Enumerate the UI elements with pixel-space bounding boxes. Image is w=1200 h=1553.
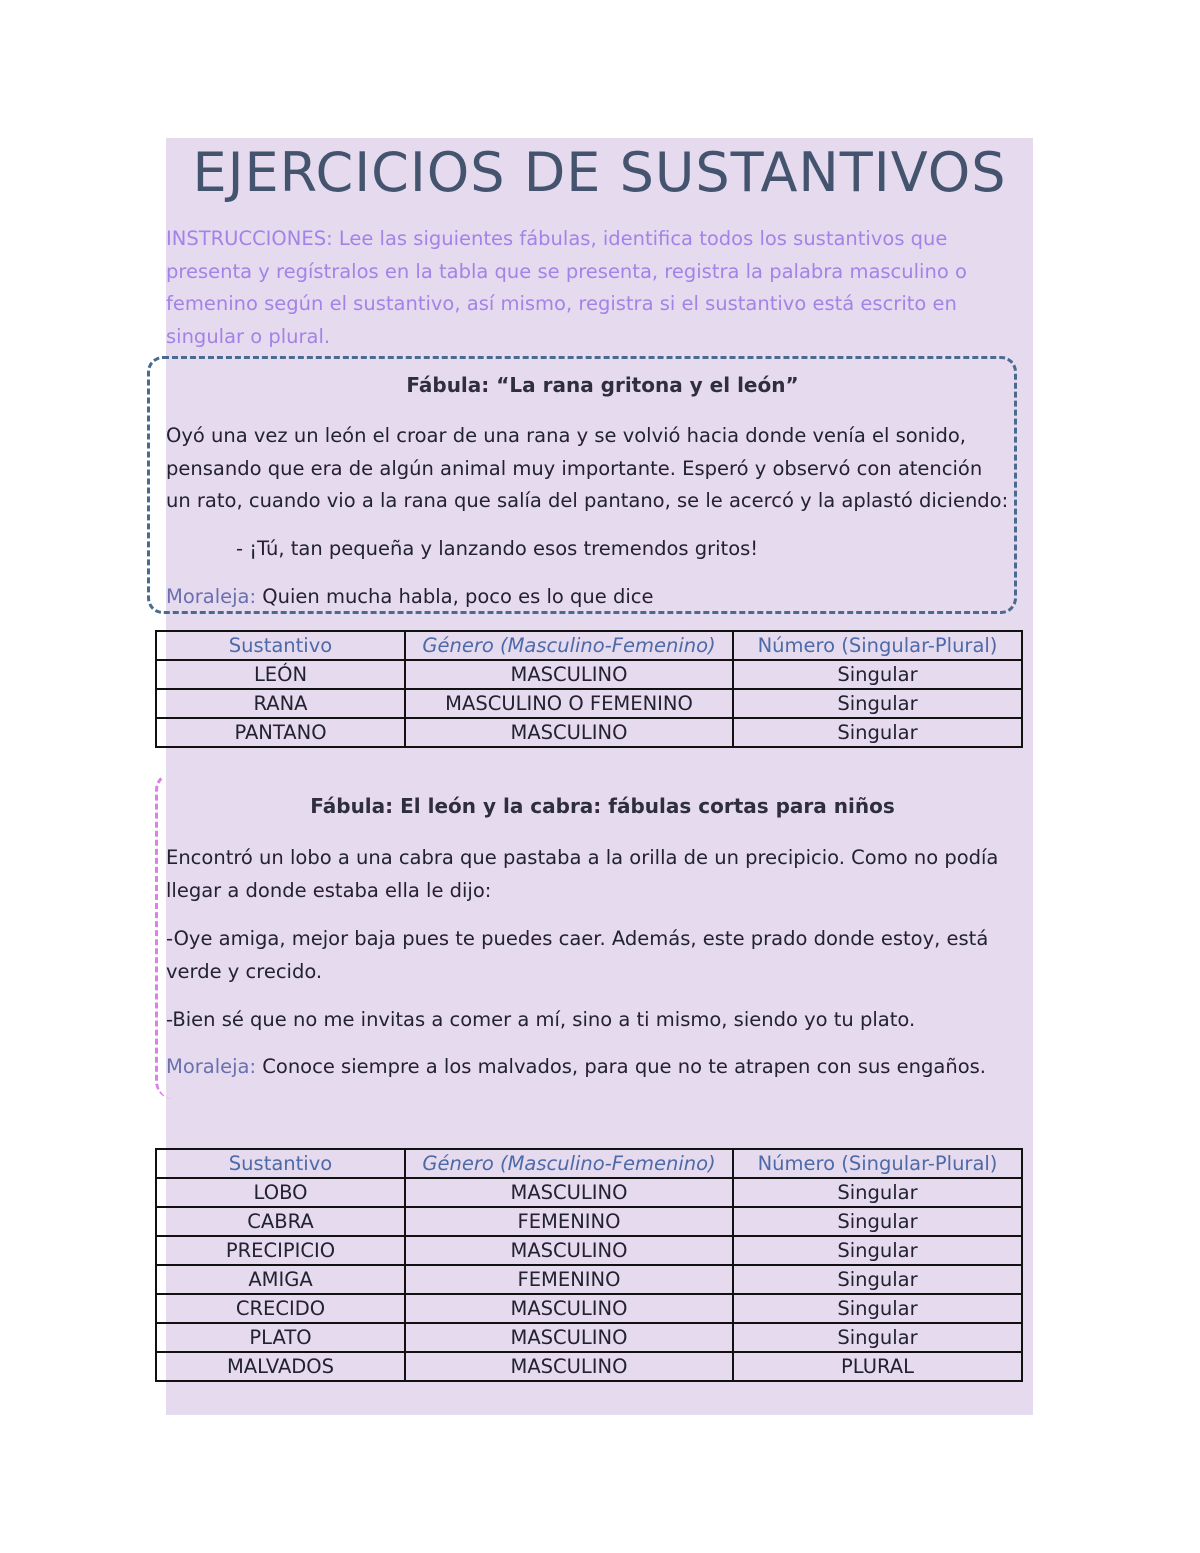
table-row [156,718,1022,747]
noun-cell: MALVADOS [156,1352,405,1381]
fable1-moral-text: Quien mucha habla, poco es lo que dice [256,585,654,608]
number-cell: PLURAL [733,1352,1022,1381]
table-row [156,689,1022,718]
number-cell: Singular [733,1265,1022,1294]
gender-cell: MASCULINO [405,1323,733,1352]
gender-cell: MASCULINO [405,718,733,747]
gender-cell: FEMENINO [405,1207,733,1236]
gender-cell: MASCULINO [405,660,733,689]
table-row [156,660,1022,689]
column-header-gender: Género (Masculino-Femenino) [405,631,733,660]
fable1-paragraph: Oyó una vez un león el croar de una rana y se volvió hacia donde venía el sonido, pensando que era de algún animal muy importante. Esperó y observó con atención un rato, cuando vio a la rana que salía del pantano, se le acercó y la aplastó diciendo: [166,424,1009,512]
number-cell: Singular [733,1294,1022,1323]
gender-cell: MASCULINO O FEMENINO [405,689,733,718]
instructions [166,223,1006,353]
gender-cell: MASCULINO [405,1178,733,1207]
table-row [156,1236,1022,1265]
fable2-paragraph: Encontró un lobo a una cabra que pastaba a la orilla de un precipicio. Como no podía llegar a donde estaba ella le dijo: [166,846,999,902]
column-header-noun: Sustantivo [156,1149,405,1178]
page-title: EJERCICIOS DE SUSTANTIVOS [192,141,1007,204]
noun-cell: PRECIPICIO [156,1236,405,1265]
table-row [156,1178,1022,1207]
gender-cell: FEMENINO [405,1265,733,1294]
noun-cell: AMIGA [156,1265,405,1294]
noun-cell: PLATO [156,1323,405,1352]
column-header-number: Número (Singular-Plural) [733,1149,1022,1178]
instructions-label: INSTRUCCIONES: [166,227,333,250]
noun-cell: RANA [156,689,405,718]
number-cell: Singular [733,1178,1022,1207]
gender-cell: MASCULINO [405,1236,733,1265]
number-cell: Singular [733,1323,1022,1352]
number-cell: Singular [733,689,1022,718]
table-row [156,1207,1022,1236]
column-header-noun: Sustantivo [156,631,405,660]
noun-cell: LEÓN [156,660,405,689]
fable1-moral-label: Moraleja: [166,585,257,608]
fable1-dialogue: - ¡Tú, tan pequeña y lanzando esos tremendos gritos! [236,537,759,560]
fable1-title: Fábula: “La rana gritona y el león” [406,373,799,397]
table-header-row [156,631,1022,660]
instructions-text: Lee las siguientes fábulas, identifica todos los sustantivos que presenta y regístralos en la tabla que se presenta, registra la palabra masculino o femenino según el sustantivo, así mismo, registra si el sustantivo está escrito en singular o plural. [166,227,967,348]
number-cell: Singular [733,718,1022,747]
column-header-number: Número (Singular-Plural) [733,631,1022,660]
noun-cell: CRECIDO [156,1294,405,1323]
number-cell: Singular [733,1236,1022,1265]
noun-cell: LOBO [156,1178,405,1207]
nouns-table-2 [155,1148,1023,1382]
column-header-gender: Género (Masculino-Femenino) [405,1149,733,1178]
fable2-title: Fábula: El león y la cabra: fábulas cortas para niños [310,794,895,818]
fable2-dialogue-1: -Oye amiga, mejor baja pues te puedes caer. Además, este prado donde estoy, está verde y crecido. [166,927,989,983]
fable2-dialogue-2: -Bien sé que no me invitas a comer a mí, sino a ti mismo, siendo yo tu plato. [166,1008,916,1031]
noun-cell: CABRA [156,1207,405,1236]
table-row [156,1352,1022,1381]
table-row [156,1294,1022,1323]
number-cell: Singular [733,1207,1022,1236]
fable2-moral-text: Conoce siempre a los malvados, para que no te atrapen con sus engaños. [256,1055,986,1078]
fable1-moral [166,581,1011,614]
gender-cell: MASCULINO [405,1294,733,1323]
table-header-row [156,1149,1022,1178]
fable2-moral [166,1051,1011,1084]
nouns-table-1 [155,630,1023,748]
gender-cell: MASCULINO [405,1352,733,1381]
fable2-moral-label: Moraleja: [166,1055,257,1078]
noun-cell: PANTANO [156,718,405,747]
number-cell: Singular [733,660,1022,689]
table-row [156,1323,1022,1352]
table-row [156,1265,1022,1294]
